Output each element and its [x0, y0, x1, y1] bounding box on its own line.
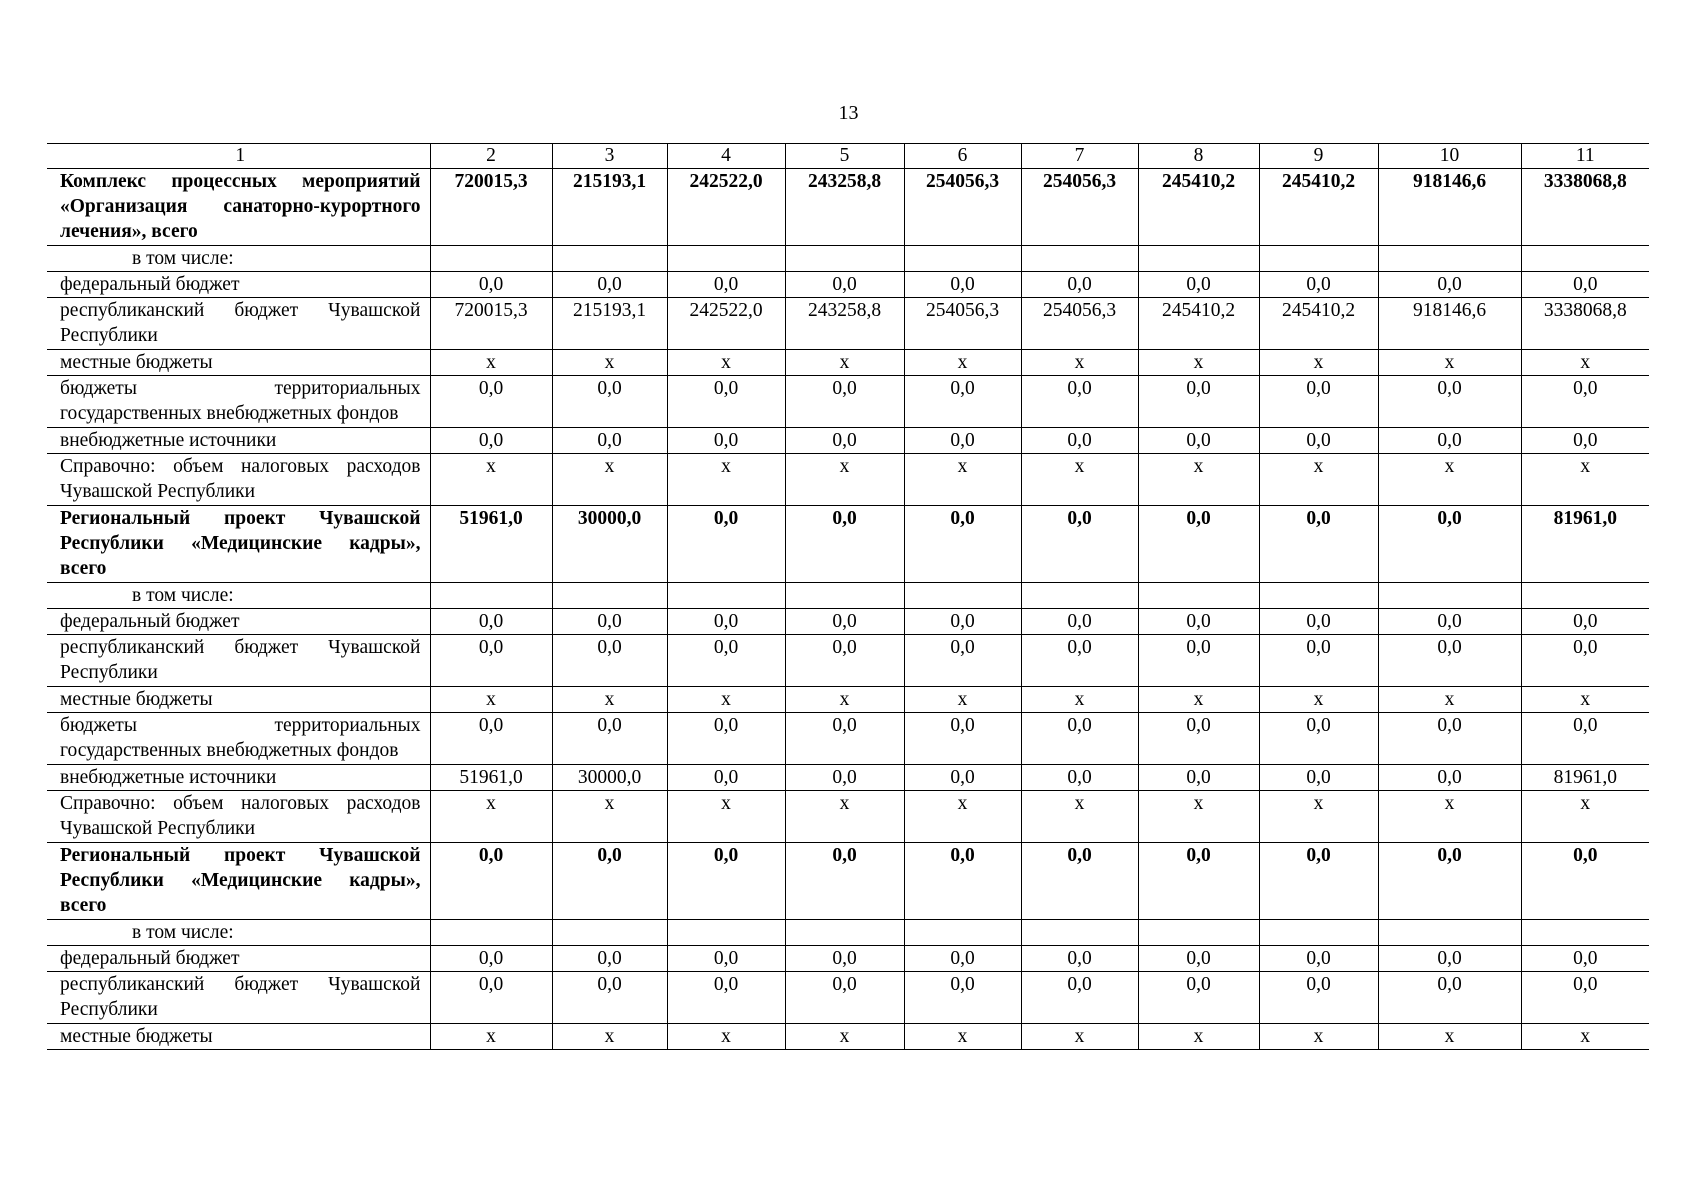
row-label: Региональный проект Чувашской Республики «Медицинские кадры», всего — [47, 506, 430, 583]
value-cell: 0,0 — [1378, 635, 1521, 687]
value-cell: 0,0 — [1259, 609, 1378, 635]
value-cell: 0,0 — [667, 609, 785, 635]
value-cell: 720015,3 — [430, 298, 552, 350]
column-number: 3 — [552, 144, 667, 169]
value-cell: x — [785, 1024, 904, 1050]
column-number: 10 — [1378, 144, 1521, 169]
value-cell: 0,0 — [1521, 843, 1649, 920]
value-cell: x — [1259, 350, 1378, 376]
value-cell: 0,0 — [785, 635, 904, 687]
value-cell: 0,0 — [1521, 609, 1649, 635]
value-cell: 0,0 — [667, 272, 785, 298]
table-row — [47, 428, 1649, 454]
value-cell: x — [785, 687, 904, 713]
row-label: бюджеты территориальных государственных внебюджетных фондов — [47, 376, 430, 428]
row-label: Региональный проект Чувашской Республики «Медицинские кадры», всего — [47, 843, 430, 920]
table-row — [47, 972, 1649, 1024]
value-cell — [430, 246, 552, 272]
value-cell: x — [904, 1024, 1021, 1050]
value-cell: 918146,6 — [1378, 298, 1521, 350]
value-cell: 0,0 — [1378, 272, 1521, 298]
column-number: 6 — [904, 144, 1021, 169]
value-cell: x — [1521, 350, 1649, 376]
value-cell: 0,0 — [1521, 428, 1649, 454]
value-cell: x — [667, 350, 785, 376]
value-cell: x — [1138, 687, 1259, 713]
value-cell: 0,0 — [1021, 376, 1138, 428]
value-cell — [1138, 246, 1259, 272]
value-cell: 245410,2 — [1259, 298, 1378, 350]
value-cell: 0,0 — [904, 428, 1021, 454]
value-cell: 0,0 — [1378, 506, 1521, 583]
value-cell — [904, 246, 1021, 272]
value-cell: 0,0 — [904, 713, 1021, 765]
value-cell: x — [1138, 1024, 1259, 1050]
value-cell — [430, 920, 552, 946]
value-cell: 0,0 — [1521, 376, 1649, 428]
row-label: бюджеты территориальных государственных внебюджетных фондов — [47, 713, 430, 765]
value-cell — [1521, 583, 1649, 609]
table-row — [47, 583, 1649, 609]
value-cell: x — [1021, 1024, 1138, 1050]
value-cell: 0,0 — [667, 972, 785, 1024]
table-row — [47, 246, 1649, 272]
value-cell: x — [552, 350, 667, 376]
value-cell: 0,0 — [1021, 946, 1138, 972]
value-cell: x — [667, 454, 785, 506]
value-cell: x — [1138, 791, 1259, 843]
table-row — [47, 791, 1649, 843]
value-cell: x — [430, 454, 552, 506]
value-cell: 0,0 — [1021, 713, 1138, 765]
table-row — [47, 272, 1649, 298]
value-cell: 0,0 — [430, 376, 552, 428]
value-cell: 215193,1 — [552, 169, 667, 246]
value-cell: 0,0 — [1021, 506, 1138, 583]
value-cell: x — [1259, 687, 1378, 713]
value-cell: 0,0 — [904, 765, 1021, 791]
value-cell — [1259, 246, 1378, 272]
value-cell: 81961,0 — [1521, 765, 1649, 791]
value-cell: 0,0 — [667, 946, 785, 972]
value-cell: 0,0 — [430, 713, 552, 765]
value-cell: 0,0 — [1259, 946, 1378, 972]
value-cell — [1259, 583, 1378, 609]
table-row — [47, 635, 1649, 687]
value-cell: 0,0 — [1138, 843, 1259, 920]
value-cell: 0,0 — [785, 609, 904, 635]
value-cell: 0,0 — [1259, 843, 1378, 920]
value-cell: 30000,0 — [552, 765, 667, 791]
value-cell: x — [785, 350, 904, 376]
value-cell: 245410,2 — [1259, 169, 1378, 246]
value-cell: 3338068,8 — [1521, 298, 1649, 350]
value-cell: 0,0 — [1138, 376, 1259, 428]
value-cell: 0,0 — [785, 376, 904, 428]
value-cell: x — [904, 454, 1021, 506]
value-cell: 0,0 — [1259, 635, 1378, 687]
value-cell: 0,0 — [1521, 946, 1649, 972]
table-row — [47, 843, 1649, 920]
column-number: 1 — [47, 144, 430, 169]
value-cell: 0,0 — [552, 843, 667, 920]
value-cell: 51961,0 — [430, 765, 552, 791]
value-cell: 254056,3 — [904, 298, 1021, 350]
row-label: местные бюджеты — [47, 1024, 430, 1050]
value-cell: 0,0 — [1378, 609, 1521, 635]
value-cell — [904, 920, 1021, 946]
value-cell: 0,0 — [667, 713, 785, 765]
value-cell: 242522,0 — [667, 169, 785, 246]
table-row — [47, 350, 1649, 376]
value-cell — [667, 246, 785, 272]
value-cell: 0,0 — [1378, 946, 1521, 972]
value-cell: x — [1378, 1024, 1521, 1050]
value-cell: 0,0 — [904, 843, 1021, 920]
row-label: местные бюджеты — [47, 687, 430, 713]
value-cell: 0,0 — [667, 506, 785, 583]
value-cell: 0,0 — [552, 713, 667, 765]
value-cell: 0,0 — [904, 506, 1021, 583]
value-cell — [1259, 920, 1378, 946]
row-label: Справочно: объем налоговых расходов Чувашской Республики — [47, 454, 430, 506]
value-cell: 242522,0 — [667, 298, 785, 350]
value-cell: 0,0 — [785, 765, 904, 791]
value-cell — [1021, 246, 1138, 272]
page-number: 13 — [838, 102, 859, 124]
value-cell: 0,0 — [1259, 972, 1378, 1024]
value-cell — [1021, 583, 1138, 609]
value-cell — [1378, 246, 1521, 272]
value-cell: 0,0 — [1138, 506, 1259, 583]
row-label: федеральный бюджет — [47, 946, 430, 972]
value-cell: x — [430, 791, 552, 843]
value-cell: 0,0 — [430, 946, 552, 972]
value-cell: x — [667, 1024, 785, 1050]
value-cell — [552, 583, 667, 609]
value-cell — [1521, 246, 1649, 272]
row-label: федеральный бюджет — [47, 609, 430, 635]
value-cell: 254056,3 — [904, 169, 1021, 246]
value-cell — [785, 920, 904, 946]
value-cell: 51961,0 — [430, 506, 552, 583]
value-cell: 0,0 — [1521, 713, 1649, 765]
value-cell: 0,0 — [1521, 272, 1649, 298]
value-cell — [1138, 583, 1259, 609]
value-cell: 81961,0 — [1521, 506, 1649, 583]
value-cell: 0,0 — [1021, 765, 1138, 791]
row-label: федеральный бюджет — [47, 272, 430, 298]
value-cell: x — [667, 687, 785, 713]
row-label: в том числе: — [47, 583, 430, 609]
column-number: 9 — [1259, 144, 1378, 169]
value-cell: 918146,6 — [1378, 169, 1521, 246]
value-cell: 0,0 — [667, 428, 785, 454]
column-number: 7 — [1021, 144, 1138, 169]
value-cell: 0,0 — [785, 713, 904, 765]
value-cell: x — [904, 791, 1021, 843]
value-cell: 0,0 — [1378, 843, 1521, 920]
row-label: республиканский бюджет Чувашской Республики — [47, 972, 430, 1024]
value-cell: 0,0 — [1259, 765, 1378, 791]
row-label: Комплекс процессных мероприятий «Организация санаторно-курортного лечения», всего — [47, 169, 430, 246]
value-cell: x — [1521, 1024, 1649, 1050]
row-label: местные бюджеты — [47, 350, 430, 376]
value-cell: 245410,2 — [1138, 169, 1259, 246]
budget-table — [47, 143, 1649, 1050]
table-row — [47, 609, 1649, 635]
value-cell: 0,0 — [667, 843, 785, 920]
value-cell: 0,0 — [1021, 843, 1138, 920]
value-cell — [667, 583, 785, 609]
value-cell: x — [1521, 454, 1649, 506]
value-cell: 0,0 — [430, 272, 552, 298]
value-cell: 0,0 — [1378, 428, 1521, 454]
value-cell: 0,0 — [1021, 972, 1138, 1024]
row-label: республиканский бюджет Чувашской Республики — [47, 298, 430, 350]
value-cell: 0,0 — [430, 635, 552, 687]
value-cell: x — [785, 454, 904, 506]
table-row — [47, 946, 1649, 972]
value-cell: 0,0 — [1259, 272, 1378, 298]
value-cell: 0,0 — [667, 376, 785, 428]
value-cell: 0,0 — [1138, 972, 1259, 1024]
value-cell: 0,0 — [904, 946, 1021, 972]
value-cell: 0,0 — [1021, 635, 1138, 687]
value-cell: x — [430, 687, 552, 713]
value-cell: x — [1378, 350, 1521, 376]
value-cell: 0,0 — [785, 972, 904, 1024]
value-cell: 30000,0 — [552, 506, 667, 583]
value-cell: x — [1259, 454, 1378, 506]
value-cell: 215193,1 — [552, 298, 667, 350]
value-cell: 0,0 — [1259, 713, 1378, 765]
table-row — [47, 920, 1649, 946]
value-cell — [667, 920, 785, 946]
value-cell: 0,0 — [1378, 972, 1521, 1024]
value-cell: 0,0 — [552, 635, 667, 687]
value-cell — [1378, 583, 1521, 609]
table-row — [47, 298, 1649, 350]
value-cell: 0,0 — [904, 972, 1021, 1024]
value-cell: 0,0 — [1138, 946, 1259, 972]
value-cell: 0,0 — [785, 272, 904, 298]
value-cell — [1521, 920, 1649, 946]
value-cell: x — [1378, 454, 1521, 506]
value-cell: 0,0 — [1138, 428, 1259, 454]
value-cell: x — [1138, 454, 1259, 506]
value-cell — [904, 583, 1021, 609]
value-cell: x — [1021, 687, 1138, 713]
value-cell: 0,0 — [552, 972, 667, 1024]
column-number: 11 — [1521, 144, 1649, 169]
table-row — [47, 506, 1649, 583]
value-cell: 0,0 — [904, 272, 1021, 298]
value-cell: 254056,3 — [1021, 298, 1138, 350]
value-cell: 0,0 — [904, 376, 1021, 428]
value-cell: x — [1521, 791, 1649, 843]
row-label: Справочно: объем налоговых расходов Чувашской Республики — [47, 791, 430, 843]
value-cell: 0,0 — [904, 635, 1021, 687]
value-cell: 243258,8 — [785, 169, 904, 246]
value-cell — [552, 920, 667, 946]
value-cell: 0,0 — [552, 376, 667, 428]
column-number: 8 — [1138, 144, 1259, 169]
value-cell: 0,0 — [904, 609, 1021, 635]
value-cell: 0,0 — [552, 428, 667, 454]
value-cell: 0,0 — [1521, 635, 1649, 687]
value-cell: 0,0 — [1378, 713, 1521, 765]
value-cell — [1021, 920, 1138, 946]
value-cell: 0,0 — [552, 609, 667, 635]
value-cell: 0,0 — [1021, 272, 1138, 298]
table-row — [47, 376, 1649, 428]
value-cell: x — [785, 791, 904, 843]
value-cell: 0,0 — [1259, 428, 1378, 454]
value-cell: 0,0 — [1138, 635, 1259, 687]
value-cell — [430, 583, 552, 609]
value-cell: x — [1138, 350, 1259, 376]
value-cell: 0,0 — [785, 506, 904, 583]
value-cell: 0,0 — [1138, 609, 1259, 635]
value-cell: 0,0 — [1259, 506, 1378, 583]
table-row — [47, 169, 1649, 246]
value-cell: 243258,8 — [785, 298, 904, 350]
value-cell: 0,0 — [1138, 765, 1259, 791]
table-row — [47, 713, 1649, 765]
value-cell — [785, 583, 904, 609]
column-number: 5 — [785, 144, 904, 169]
value-cell: x — [1259, 791, 1378, 843]
column-number: 2 — [430, 144, 552, 169]
value-cell: 0,0 — [1378, 765, 1521, 791]
table-row — [47, 687, 1649, 713]
value-cell: 254056,3 — [1021, 169, 1138, 246]
value-cell: x — [1021, 791, 1138, 843]
value-cell: x — [430, 350, 552, 376]
value-cell: 0,0 — [667, 765, 785, 791]
value-cell: x — [667, 791, 785, 843]
value-cell: 0,0 — [430, 843, 552, 920]
row-label: внебюджетные источники — [47, 428, 430, 454]
value-cell — [785, 246, 904, 272]
value-cell: 0,0 — [785, 428, 904, 454]
value-cell: x — [1378, 687, 1521, 713]
table-row — [47, 454, 1649, 506]
row-label: республиканский бюджет Чувашской Республики — [47, 635, 430, 687]
value-cell — [552, 246, 667, 272]
value-cell: 0,0 — [1378, 376, 1521, 428]
row-label: в том числе: — [47, 920, 430, 946]
value-cell: x — [552, 454, 667, 506]
table-body — [47, 144, 1649, 1050]
value-cell: 245410,2 — [1138, 298, 1259, 350]
value-cell: x — [1259, 1024, 1378, 1050]
row-label: в том числе: — [47, 246, 430, 272]
value-cell: 0,0 — [552, 946, 667, 972]
value-cell: 0,0 — [1521, 972, 1649, 1024]
value-cell: x — [1021, 350, 1138, 376]
value-cell: 720015,3 — [430, 169, 552, 246]
value-cell — [1378, 920, 1521, 946]
column-number-row — [47, 144, 1649, 169]
value-cell: 0,0 — [430, 428, 552, 454]
value-cell: x — [904, 350, 1021, 376]
table-row — [47, 765, 1649, 791]
value-cell: 0,0 — [667, 635, 785, 687]
value-cell: 0,0 — [1259, 376, 1378, 428]
value-cell: x — [552, 687, 667, 713]
column-number: 4 — [667, 144, 785, 169]
value-cell: 0,0 — [1138, 713, 1259, 765]
value-cell: x — [552, 791, 667, 843]
value-cell: 0,0 — [1021, 609, 1138, 635]
value-cell: x — [904, 687, 1021, 713]
value-cell: 0,0 — [430, 609, 552, 635]
value-cell: x — [1021, 454, 1138, 506]
value-cell — [1138, 920, 1259, 946]
value-cell: x — [552, 1024, 667, 1050]
row-label: внебюджетные источники — [47, 765, 430, 791]
value-cell: 0,0 — [552, 272, 667, 298]
value-cell: 0,0 — [785, 946, 904, 972]
value-cell: 0,0 — [785, 843, 904, 920]
value-cell: x — [430, 1024, 552, 1050]
value-cell: 0,0 — [1021, 428, 1138, 454]
value-cell: 3338068,8 — [1521, 169, 1649, 246]
value-cell: 0,0 — [430, 972, 552, 1024]
value-cell: x — [1378, 791, 1521, 843]
value-cell: 0,0 — [1138, 272, 1259, 298]
value-cell: x — [1521, 687, 1649, 713]
table-row — [47, 1024, 1649, 1050]
